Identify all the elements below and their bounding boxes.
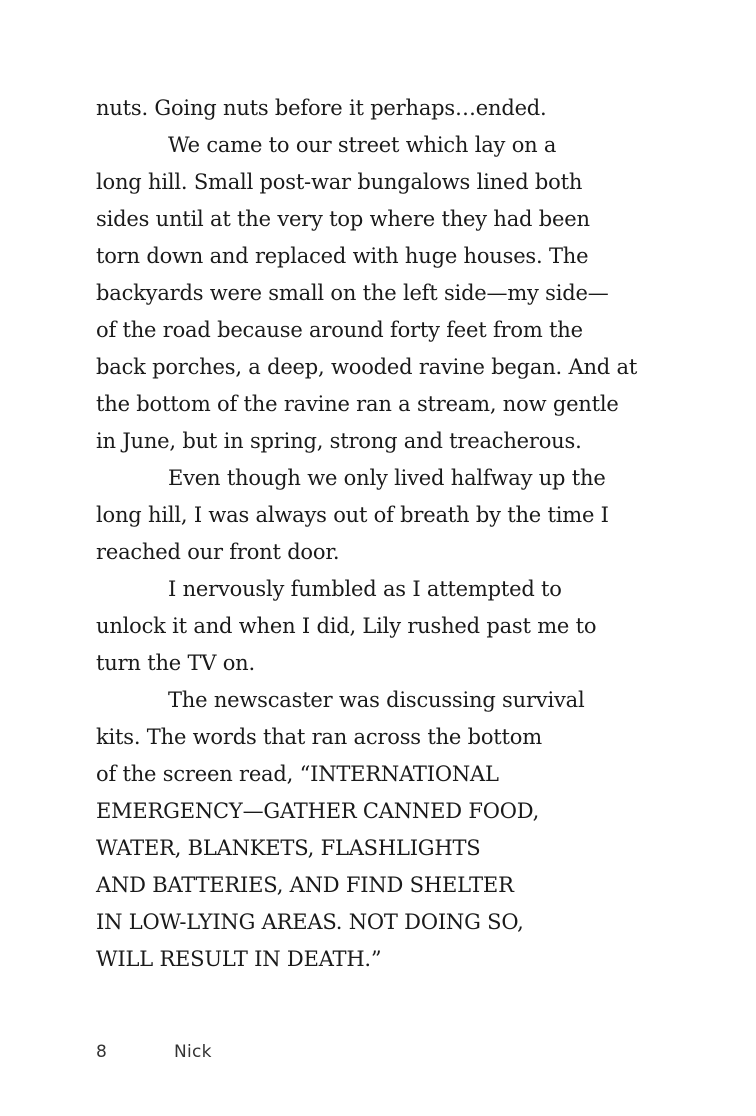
text-line: of the road because around forty feet from the (96, 318, 583, 342)
text-line: turn the TV on. (96, 651, 255, 675)
page-number: 8 (96, 1042, 108, 1062)
text-line: AND BATTERIES, AND FIND SHELTER (96, 873, 514, 897)
body-text (96, 90, 666, 978)
text-line: I nervously fumbled as I attempted to (168, 577, 562, 601)
text-line: EMERGENCY—GATHER CANNED FOOD, (96, 799, 540, 823)
text-line: sides until at the very top where they had been (96, 207, 590, 231)
text-line: nuts. Going nuts before it perhaps…ended. (96, 96, 547, 120)
text-line: unlock it and when I did, Lily rushed past me to (96, 614, 597, 638)
text-line: kits. The words that ran across the bottom (96, 725, 542, 749)
text-line: backyards were small on the left side—my side— (96, 281, 609, 305)
text-line: long hill, I was always out of breath by the time I (96, 503, 609, 527)
text-line: of the screen read, “INTERNATIONAL (96, 762, 499, 786)
text-line: The newscaster was discussing survival (168, 688, 585, 712)
running-head: Nick (174, 1042, 212, 1062)
text-line: back porches, a deep, wooded ravine began. And at (96, 355, 638, 379)
text-line: IN LOW-LYING AREAS. NOT DOING SO, (96, 910, 524, 934)
text-line: We came to our street which lay on a (168, 133, 557, 157)
text-line: WILL RESULT IN DEATH.” (96, 947, 382, 971)
text-line: Even though we only lived halfway up the (168, 466, 606, 490)
text-line: in June, but in spring, strong and treacherous. (96, 429, 582, 453)
text-line: the bottom of the ravine ran a stream, now gentle (96, 392, 619, 416)
text-line: reached our front door. (96, 540, 340, 564)
text-line: WATER, BLANKETS, FLASHLIGHTS (96, 836, 481, 860)
text-line: torn down and replaced with huge houses. The (96, 244, 589, 268)
text-line: long hill. Small post-war bungalows lined both (96, 170, 583, 194)
